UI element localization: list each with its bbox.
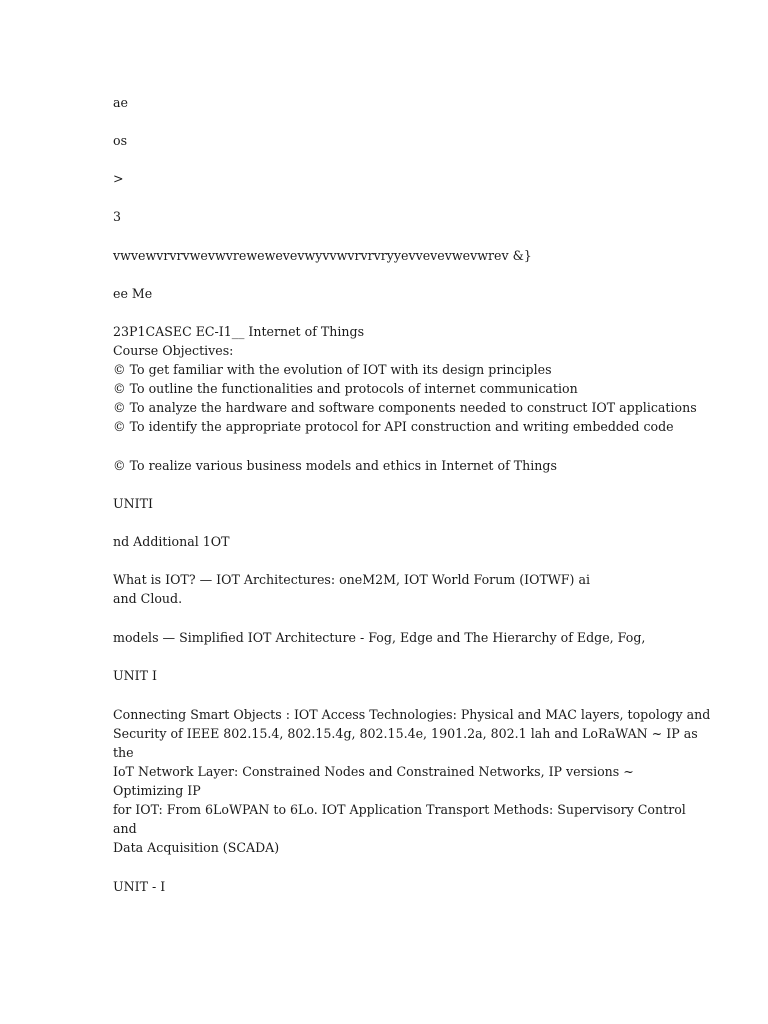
text-line-ocr-noise: vwvewvrvrvwevwvrewewevevwyvvwvrvrvryyevvevevwevwrev &} (113, 248, 532, 263)
text-line: models — Simplified IOT Architecture - Fog, Edge and The Hierarchy of Edge, Fog, (113, 630, 646, 645)
text-line-gt: > (113, 171, 124, 186)
text-line: IoT Network Layer: Constrained Nodes and Constrained Networks, IP versions ~ (113, 764, 634, 779)
unit-heading: UNIT - I (113, 879, 166, 894)
text-line-os: os (113, 133, 128, 148)
text-line: What is IOT? — IOT Architectures: oneM2M, IOT World Forum (IOTWF) ai (113, 572, 590, 587)
text-line: Connecting Smart Objects : IOT Access Technologies: Physical and MAC layers, topology and (113, 707, 711, 722)
text-line-ee-me: ee Me (113, 286, 153, 301)
text-line: Data Acquisition (SCADA) (113, 840, 280, 855)
text-line: for IOT: From 6LoWPAN to 6Lo. IOT Application Transport Methods: Supervisory Control (113, 802, 686, 817)
text-line: Security of IEEE 802.15.4, 802.15.4g, 802.15.4e, 1901.2a, 802.1 lah and LoRaWAN ~ IP as (113, 726, 698, 741)
course-title: 23P1CASEC EC-I1__ Internet of Things (113, 324, 365, 339)
text-line: the (113, 745, 134, 760)
text-line: and Cloud. (113, 591, 183, 606)
text-line: nd Additional 1OT (113, 534, 230, 549)
text-line-3: 3 (113, 209, 122, 224)
text-line-ae: ae (113, 95, 128, 110)
objective-item: © To get familiar with the evolution of IOT with its design principles (113, 362, 552, 377)
objective-item: © To outline the functionalities and protocols of internet communication (113, 381, 578, 396)
unit-heading: UNIT I (113, 668, 157, 683)
text-line: and (113, 821, 137, 836)
text-line: Optimizing IP (113, 783, 201, 798)
objective-item: © To identify the appropriate protocol for API construction and writing embedded code (113, 419, 674, 434)
unit-heading: UNITI (113, 496, 153, 511)
course-objectives-heading: Course Objectives: (113, 343, 234, 358)
objective-item: © To analyze the hardware and software components needed to construct IOT applications (113, 400, 697, 415)
objective-item: © To realize various business models and ethics in Internet of Things (113, 458, 557, 473)
